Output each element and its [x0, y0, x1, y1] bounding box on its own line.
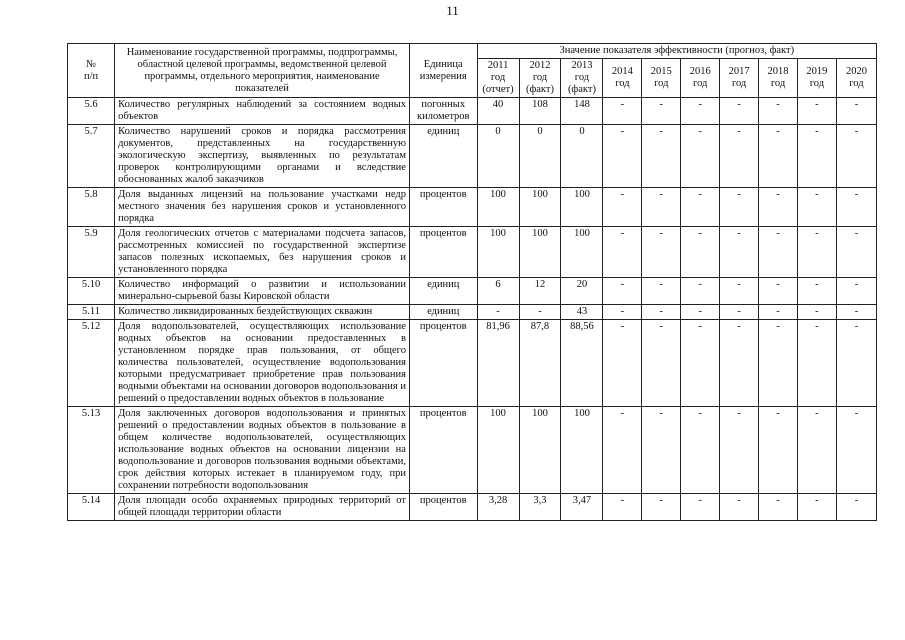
row-value-2017: - — [720, 188, 759, 227]
row-number: 5.10 — [68, 278, 115, 305]
row-value-2014: - — [603, 407, 642, 494]
row-value-2020: - — [836, 278, 876, 305]
row-value-2017: - — [720, 407, 759, 494]
table-row — [68, 305, 877, 320]
header-unit: Единица измерения — [409, 44, 477, 98]
header-values-group: Значение показателя эффективности (прогноз, факт) — [477, 44, 876, 59]
row-number: 5.11 — [68, 305, 115, 320]
row-value-2012: 3,3 — [519, 494, 561, 521]
row-value-2016: - — [681, 320, 720, 407]
row-value-2017: - — [720, 305, 759, 320]
row-unit: погонных километров — [409, 98, 477, 125]
table-row — [68, 407, 877, 494]
row-value-2019: - — [797, 188, 836, 227]
header-name: Наименование государственной программы, подпрограммы, областной целевой программы, ведомственной целевой программы, отдельного мероприятия, наименование показателей — [115, 44, 410, 98]
header-year-note: (отчет) — [482, 84, 514, 95]
row-value-2013: 0 — [561, 125, 603, 188]
header-year-2011 — [477, 59, 519, 98]
row-value-2012: 12 — [519, 278, 561, 305]
row-value-2015: - — [642, 188, 681, 227]
row-indicator-name: Доля заключенных договоров водопользования и принятых решений о предоставлении водных объектов в пользование в общем количестве водопользователей, осуществляющих использование водных объектов на основании лицензии на водопользование и договоров пользования водными объектами, срок действия которых истекает в планируемом году, при сохранении потребности водопользования — [115, 407, 410, 494]
header-year-2013 — [561, 59, 603, 98]
row-value-2011: 100 — [477, 227, 519, 278]
row-value-2016: - — [681, 227, 720, 278]
header-year-unit: год — [574, 72, 590, 83]
header-year-note: (факт) — [525, 84, 554, 95]
row-value-2012: 100 — [519, 407, 561, 494]
row-value-2015: - — [642, 407, 681, 494]
row-indicator-name: Доля водопользователей, осуществляющих использование водных объектов на основании предоставленных в установленном порядке прав пользования, от общего количества пользователей, осуществление водопользования которыми предусматривает приобретение прав пользования водными объектами на основании договоров водопользования и решений о предоставлении водных объектов в пользование — [115, 320, 410, 407]
row-value-2020: - — [836, 407, 876, 494]
row-value-2011: - — [477, 305, 519, 320]
header-year-unit: год — [731, 78, 747, 89]
row-value-2015: - — [642, 227, 681, 278]
header-year-2015 — [642, 59, 681, 98]
row-value-2020: - — [836, 227, 876, 278]
row-value-2020: - — [836, 188, 876, 227]
header-year-label: 2017 — [728, 66, 750, 77]
row-value-2013: 148 — [561, 98, 603, 125]
row-value-2018: - — [759, 320, 798, 407]
header-year-label: 2018 — [767, 66, 789, 77]
row-value-2019: - — [797, 125, 836, 188]
row-value-2016: - — [681, 407, 720, 494]
row-value-2014: - — [603, 320, 642, 407]
row-value-2015: - — [642, 125, 681, 188]
table-row — [68, 278, 877, 305]
header-year-label: 2020 — [845, 66, 867, 77]
row-value-2016: - — [681, 494, 720, 521]
row-value-2018: - — [759, 227, 798, 278]
row-indicator-name: Количество информаций о развитии и использовании минерально-сырьевой базы Кировской области — [115, 278, 410, 305]
row-value-2019: - — [797, 407, 836, 494]
header-year-2019 — [797, 59, 836, 98]
row-number: 5.6 — [68, 98, 115, 125]
header-year-label: 2011 — [487, 60, 509, 71]
table-row — [68, 98, 877, 125]
row-value-2013: 20 — [561, 278, 603, 305]
header-year-unit: год — [849, 78, 864, 89]
row-value-2011: 81,96 — [477, 320, 519, 407]
row-value-2015: - — [642, 494, 681, 521]
header-year-note: (факт) — [567, 84, 596, 95]
row-value-2015: - — [642, 305, 681, 320]
row-value-2011: 6 — [477, 278, 519, 305]
row-value-2014: - — [603, 98, 642, 125]
row-value-2018: - — [759, 305, 798, 320]
header-year-unit: год — [615, 78, 630, 89]
row-value-2011: 100 — [477, 188, 519, 227]
row-value-2019: - — [797, 320, 836, 407]
row-indicator-name: Доля геологических отчетов с материалами подсчета запасов, рассмотренных комиссией по государственной экспертизе запасов полезных ископаемых, без нарушения сроков и установленного порядка — [115, 227, 410, 278]
row-value-2020: - — [836, 320, 876, 407]
row-value-2012: - — [519, 305, 561, 320]
row-value-2019: - — [797, 305, 836, 320]
row-value-2013: 100 — [561, 188, 603, 227]
row-value-2012: 87,8 — [519, 320, 561, 407]
row-number: 5.8 — [68, 188, 115, 227]
header-year-label: 2014 — [611, 66, 633, 77]
header-year-label: 2016 — [689, 66, 711, 77]
header-year-label: 2013 — [571, 60, 593, 71]
row-number: 5.13 — [68, 407, 115, 494]
row-unit: процентов — [409, 320, 477, 407]
row-value-2015: - — [642, 320, 681, 407]
row-indicator-name: Количество регулярных наблюдений за состоянием водных объектов — [115, 98, 410, 125]
row-value-2018: - — [759, 278, 798, 305]
row-value-2017: - — [720, 494, 759, 521]
row-value-2014: - — [603, 494, 642, 521]
row-value-2017: - — [720, 278, 759, 305]
table-row — [68, 125, 877, 188]
row-value-2017: - — [720, 320, 759, 407]
row-indicator-name: Доля площади особо охраняемых природных территорий от общей площади территории области — [115, 494, 410, 521]
row-value-2014: - — [603, 188, 642, 227]
row-value-2020: - — [836, 98, 876, 125]
row-value-2017: - — [720, 98, 759, 125]
row-unit: процентов — [409, 188, 477, 227]
header-year-unit: год — [809, 78, 825, 89]
row-value-2019: - — [797, 98, 836, 125]
row-value-2011: 0 — [477, 125, 519, 188]
row-value-2018: - — [759, 188, 798, 227]
header-year-2017 — [720, 59, 759, 98]
row-value-2011: 100 — [477, 407, 519, 494]
row-value-2011: 40 — [477, 98, 519, 125]
header-year-label: 2015 — [650, 66, 672, 77]
row-indicator-name: Количество нарушений сроков и порядка рассмотрения документов, представленных на государственную экологическую экспертизу, выявленных по результатам проверок контролирующими органами и вследствие обоснованных жалоб заказчиков — [115, 125, 410, 188]
row-value-2018: - — [759, 98, 798, 125]
table-row — [68, 494, 877, 521]
row-value-2014: - — [603, 305, 642, 320]
row-unit: единиц — [409, 278, 477, 305]
header-year-unit: год — [532, 72, 548, 83]
row-value-2020: - — [836, 305, 876, 320]
performance-indicators-table — [67, 43, 877, 521]
row-value-2018: - — [759, 494, 798, 521]
row-number: 5.9 — [68, 227, 115, 278]
row-value-2019: - — [797, 494, 836, 521]
row-value-2016: - — [681, 278, 720, 305]
row-value-2016: - — [681, 188, 720, 227]
header-year-2018 — [759, 59, 798, 98]
row-value-2014: - — [603, 227, 642, 278]
header-year-2020 — [836, 59, 876, 98]
row-value-2013: 100 — [561, 407, 603, 494]
header-year-unit: год — [770, 78, 786, 89]
row-number: 5.7 — [68, 125, 115, 188]
row-value-2015: - — [642, 278, 681, 305]
row-value-2012: 0 — [519, 125, 561, 188]
row-value-2011: 3,28 — [477, 494, 519, 521]
page-number: 11 — [446, 3, 459, 18]
row-unit: процентов — [409, 494, 477, 521]
row-indicator-name: Доля выданных лицензий на пользование участками недр местного значения без нарушения сроков и установленного порядка — [115, 188, 410, 227]
row-value-2016: - — [681, 125, 720, 188]
row-value-2014: - — [603, 278, 642, 305]
row-number: 5.12 — [68, 320, 115, 407]
header-year-unit: год — [654, 78, 669, 89]
row-value-2013: 100 — [561, 227, 603, 278]
table-row — [68, 227, 877, 278]
row-value-2017: - — [720, 227, 759, 278]
table-header — [68, 44, 877, 98]
header-num: № п/п — [68, 44, 115, 98]
row-value-2015: - — [642, 98, 681, 125]
row-value-2019: - — [797, 278, 836, 305]
header-year-2016 — [681, 59, 720, 98]
row-value-2016: - — [681, 98, 720, 125]
row-unit: единиц — [409, 125, 477, 188]
row-value-2020: - — [836, 125, 876, 188]
row-unit: процентов — [409, 407, 477, 494]
table-row — [68, 320, 877, 407]
header-year-label: 2012 — [529, 60, 551, 71]
header-year-unit: год — [693, 78, 708, 89]
row-value-2020: - — [836, 494, 876, 521]
row-value-2018: - — [759, 407, 798, 494]
row-value-2017: - — [720, 125, 759, 188]
row-value-2014: - — [603, 125, 642, 188]
row-value-2013: 43 — [561, 305, 603, 320]
row-value-2013: 3,47 — [561, 494, 603, 521]
row-value-2012: 100 — [519, 227, 561, 278]
header-year-2012 — [519, 59, 561, 98]
row-value-2019: - — [797, 227, 836, 278]
table-body — [68, 98, 877, 521]
row-unit: процентов — [409, 227, 477, 278]
row-indicator-name: Количество ликвидированных бездействующих скважин — [115, 305, 410, 320]
row-number: 5.14 — [68, 494, 115, 521]
row-unit: единиц — [409, 305, 477, 320]
table-row — [68, 188, 877, 227]
row-value-2013: 88,56 — [561, 320, 603, 407]
row-value-2016: - — [681, 305, 720, 320]
header-year-label: 2019 — [806, 66, 828, 77]
row-value-2012: 108 — [519, 98, 561, 125]
row-value-2018: - — [759, 125, 798, 188]
header-year-2014 — [603, 59, 642, 98]
header-year-unit: год — [490, 72, 506, 83]
row-value-2012: 100 — [519, 188, 561, 227]
